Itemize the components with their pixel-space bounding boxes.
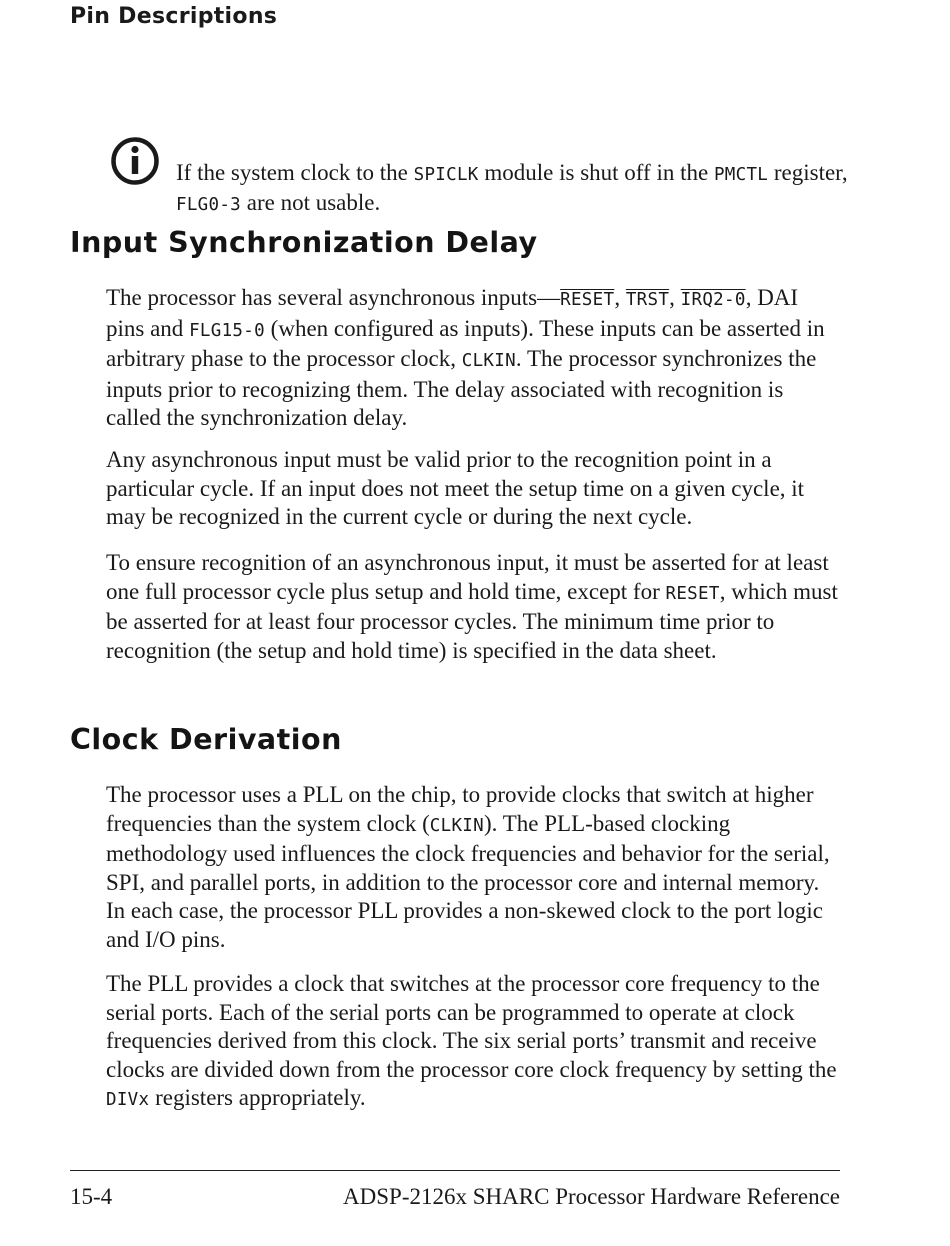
footer-rule — [70, 1170, 840, 1171]
signal-irq2-0: IRQ2-0 — [680, 290, 746, 310]
paragraph-sync-1: The processor has several asynchronous inputs—RESET, TRST, IRQ2-0, DAI pins and FLG15-0 (when configured as inputs). These inputs can be asserted in arbitrary phase to the processor clock, CLKIN. The processor synchronizes the inputs prior to recognizing them. The delay associated with recognition is called the synchronization delay. — [106, 285, 825, 430]
signal-flg15-0: FLG15-0 — [189, 320, 265, 341]
code-pmctl: PMCTL — [713, 165, 769, 185]
info-icon — [110, 136, 160, 186]
paragraph-sync-2: Any asynchronous input must be valid prior to the recognition point in a particular cycle. If an input does not meet the setup time on a given cycle, it may be recognized in the current cycle or during the next cycle. — [106, 447, 805, 529]
paragraph-sync-3: To ensure recognition of an asynchronous input, it must be asserted for at least one full processor cycle plus setup and hold time, except for RESET, which must be asserted for at least four processor cycles. The minimum time prior to recognition (the setup and hold time) is specified in the data sheet. — [106, 550, 838, 663]
page-number: 15-4 — [70, 1184, 113, 1209]
signal-reset-ref: RESET — [665, 583, 720, 604]
register-divx: DIVx — [106, 1090, 150, 1110]
signal-trst: TRST — [625, 290, 670, 310]
signal-clkin: CLKIN — [461, 351, 516, 371]
heading-input-synchronization-delay: Input Synchronization Delay — [70, 226, 538, 259]
paragraph-clock-2: The PLL provides a clock that switches at the processor core frequency to the serial ports. Each of the serial ports can be programmed to operate at clock frequencies derived from this clock. The six serial ports’ transmit and receive clocks are divided down from the processor core clock frequency by setting the DIVx registers appropriately. — [106, 971, 837, 1110]
code-flg0-3: FLG0-3 — [176, 195, 242, 215]
code-spiclk: SPICLK — [413, 165, 479, 185]
signal-reset: RESET — [560, 290, 615, 310]
running-header: Pin Descriptions — [70, 4, 278, 29]
note-text: If the system clock to the SPICLK module is shut off in the PMCTL register, FLG0-3 are not usable. — [176, 160, 848, 215]
paragraph-clock-1: The processor uses a PLL on the chip, to provide clocks that switch at higher frequencies than the system clock (CLKIN). The PLL-based clocking methodology used influences the clock frequencies and behavior for the serial, SPI, and parallel ports, in addition to the processor core and internal memory. In each case, the processor PLL provides a non-skewed clock to the port logic and I/O pins. — [106, 782, 830, 952]
book-title: ADSP-2126x SHARC Processor Hardware Reference — [343, 1184, 840, 1209]
heading-clock-derivation: Clock Derivation — [70, 723, 342, 756]
signal-clkin-ref: CLKIN — [429, 815, 484, 836]
